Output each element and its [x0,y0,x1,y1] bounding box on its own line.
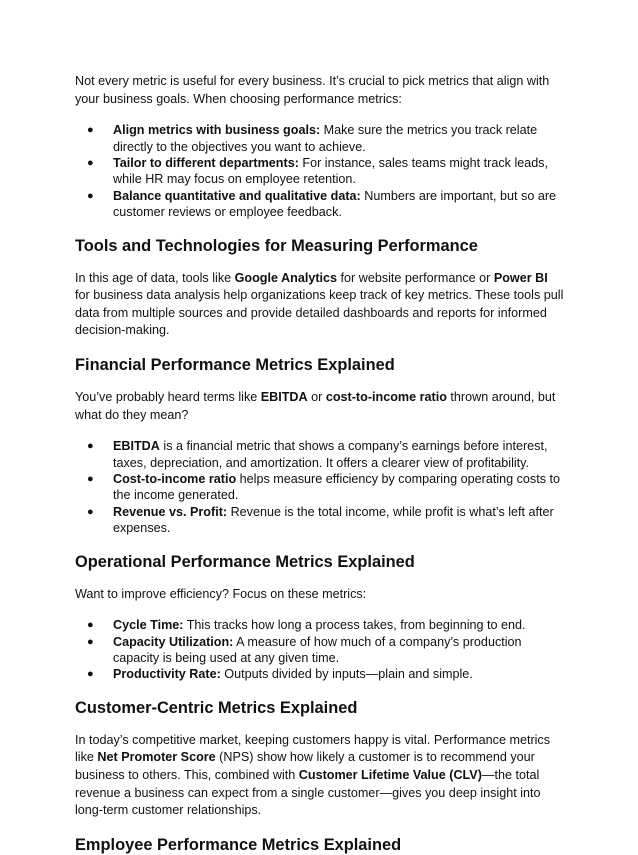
intro-paragraph: Not every metric is useful for every business. It’s crucial to pick metrics that align with your business goals. When choosing performance metrics: [75,74,550,106]
list-item: ● Balance quantitative and qualitative data: Numbers are important, but so are customer reviews or employee feedback. [87,188,557,220]
list-item: ● EBITDA is a financial metric that shows a company’s earnings before interest, taxes, depreciation, and amortization. It offers a clearer view of profitability. [87,439,548,470]
bullet-icon: ● [87,189,94,202]
list-item: ● Tailor to different departments: For instance, sales teams might track leads, while HR may focus on employee retention. [87,156,549,187]
list-item: ● Revenue vs. Profit: Revenue is the total income, while profit is what’s left after expenses. [87,504,554,536]
operational-list [75,617,565,683]
financial-paragraph: You’ve probably heard terms like EBITDA or cost-to-income ratio thrown around, but what do they mean? [75,390,556,422]
section-heading-employee: Employee Performance Metrics Explained [75,835,402,854]
list-item: ● Cycle Time: This tracks how long a process takes, from beginning to end. [87,618,526,633]
bullet-icon: ● [87,440,94,453]
intro-list [75,122,565,220]
customer-paragraph: In today’s competitive market, keeping customers happy is vital. Performance metrics like Net Promoter Score (NPS) show how likely a customer is to recommend your business to others. This, combined with Customer Lifetime Value (CLV)—the total revenue a business can expect from a single customer—gives you deep insight into long-term customer relationships. [75,732,551,818]
financial-list [75,438,565,536]
list-item: ● Capacity Utilization: A measure of how much of a company’s production capacity is being used at any given time. [87,634,522,666]
bullet-icon: ● [87,505,94,518]
list-item: ● Productivity Rate: Outputs divided by inputs—plain and simple. [87,667,473,682]
bullet-icon: ● [87,157,94,169]
section-heading-operational: Operational Performance Metrics Explained [75,552,415,571]
bullet-icon: ● [87,619,94,632]
section-heading-financial: Financial Performance Metrics Explained [75,356,395,374]
section-heading-customer: Customer-Centric Metrics Explained [75,698,358,717]
section-heading-tools: Tools and Technologies for Measuring Performance [75,236,478,255]
list-item: ● Cost-to-income ratio helps measure efficiency by comparing operating costs to the income generated. [87,472,561,503]
bullet-icon: ● [87,635,94,648]
document-page [75,73,565,855]
list-item: ● Align metrics with business goals: Make sure the metrics you track relate directly to the objectives you want to achieve. [87,123,538,154]
tools-paragraph: In this age of data, tools like Google Analytics for website performance or Power BI for business data analysis help organizations keep track of key metrics. These tools pull data from multiple sources and provide detailed dashboards and reports for informed decision-making. [75,270,564,338]
bullet-icon: ● [87,473,94,485]
bullet-icon: ● [87,668,94,681]
bullet-icon: ● [87,124,94,137]
operational-paragraph: Want to improve efficiency? Focus on these metrics: [75,586,367,601]
